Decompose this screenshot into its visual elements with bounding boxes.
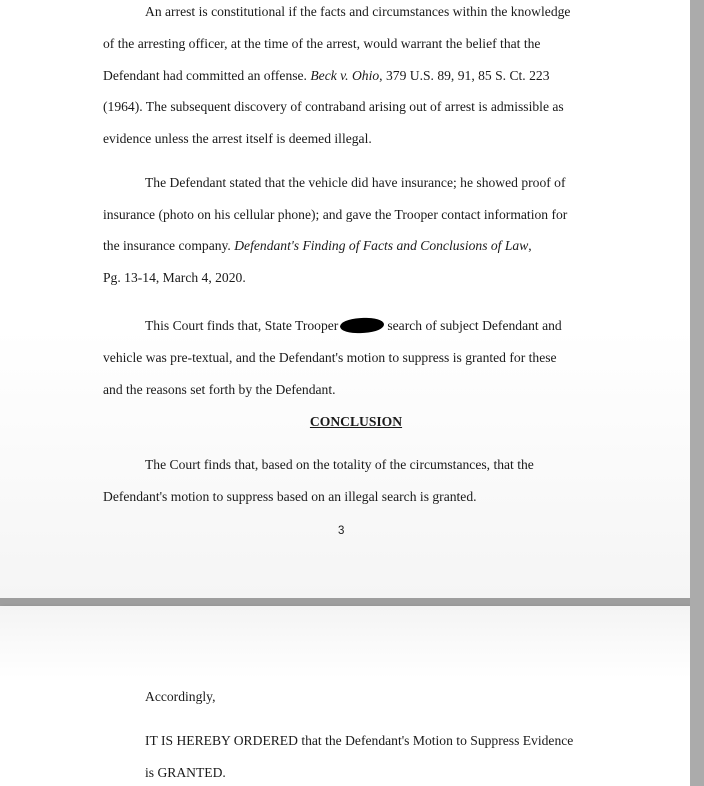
paragraph-1-line-1: An arrest is constitutional if the facts and circumstances within the knowledge: [145, 4, 571, 19]
paragraph-3-line-2: vehicle was pre-textual, and the Defendant's motion to suppress is granted for these: [103, 350, 557, 365]
paragraph-3-line-3: and the reasons set forth by the Defendant.: [103, 382, 336, 397]
conclusion-heading: CONCLUSION: [309, 414, 403, 429]
document-citation: Defendant's Finding of Facts and Conclusions of Law: [234, 238, 529, 253]
paragraph-1-line-3-text-a: Defendant had committed an offense.: [103, 68, 311, 83]
paragraph-2-line-1: The Defendant stated that the vehicle did have insurance; he showed proof of: [145, 175, 566, 190]
paragraph-4-line-2: Defendant's motion to suppress based on an illegal search is granted.: [103, 489, 477, 504]
paragraph-2-line-2: insurance (photo on his cellular phone); and gave the Trooper contact information for: [103, 207, 568, 222]
paragraph-3-line-1-text-a: This Court finds that, State Trooper: [145, 318, 339, 333]
page-separator: [0, 598, 704, 606]
paragraph-1-line-2: of the arresting officer, at the time of the arrest, would warrant the belief that the: [103, 36, 541, 51]
viewer-scroll-gutter[interactable]: [690, 0, 704, 786]
paragraph-1-line-3-text-b: , 379 U.S. 89, 91, 85 S. Ct. 223: [379, 68, 550, 83]
paragraph-2-line-3: [103, 237, 532, 255]
page-number: 3: [338, 525, 345, 537]
order-line-2: is GRANTED.: [145, 765, 226, 780]
paragraph-2-line-4: Pg. 13-14, March 4, 2020.: [103, 270, 246, 285]
paragraph-2-line-3-text-b: ,: [528, 238, 532, 253]
paragraph-2-line-3-text-a: the insurance company.: [103, 238, 235, 253]
paragraph-3-line-1: [145, 317, 562, 335]
paragraph-3-line-1-text-b: search of subject Defendant and: [387, 318, 562, 333]
paragraph-1-line-4: (1964). The subsequent discovery of contraband arising out of arrest is admissible as: [103, 99, 564, 114]
order-line-1: IT IS HEREBY ORDERED that the Defendant's Motion to Suppress Evidence: [145, 733, 574, 748]
paragraph-1-line-5: evidence unless the arrest itself is deemed illegal.: [103, 131, 372, 146]
accordingly-line: Accordingly,: [145, 689, 216, 704]
redaction-mark: [340, 317, 385, 334]
paragraph-1-line-3: [103, 67, 550, 85]
document-page-4: [0, 606, 690, 786]
paragraph-4-line-1: The Court finds that, based on the totality of the circumstances, that the: [145, 457, 534, 472]
case-citation-beck-v-ohio: Beck v. Ohio: [310, 68, 380, 83]
